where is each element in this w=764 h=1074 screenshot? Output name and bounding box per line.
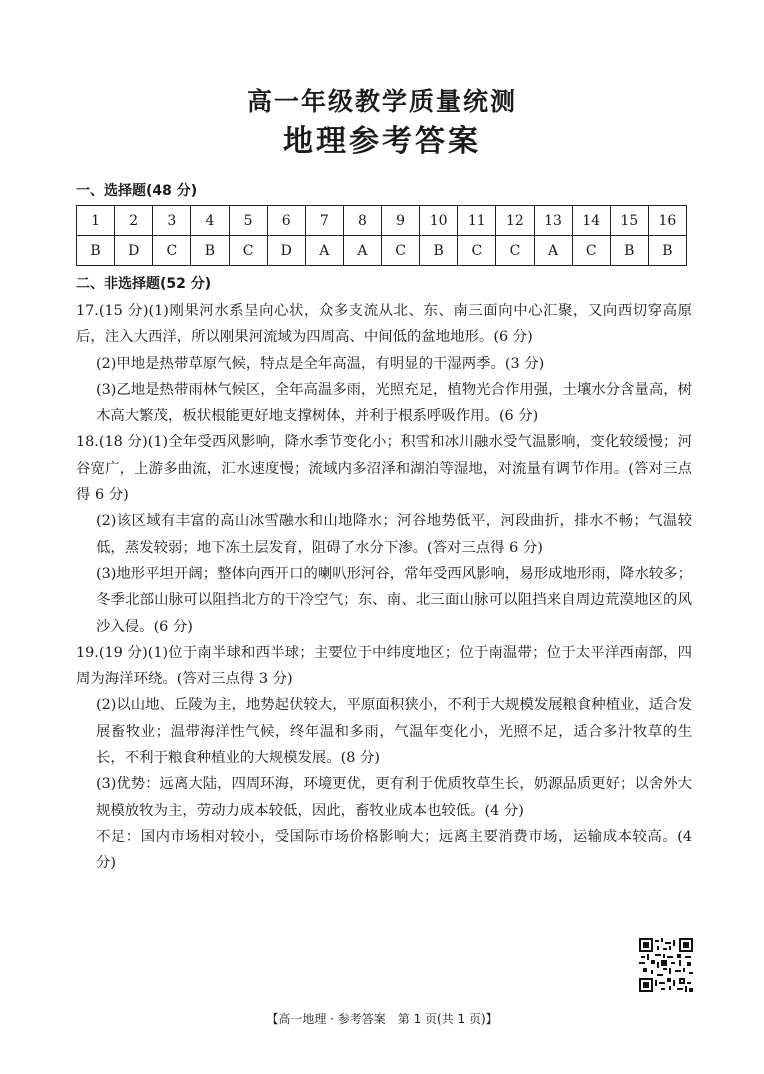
answer-table	[76, 205, 687, 266]
table-cell-number: 6	[267, 206, 305, 236]
page-footer: 【高一地理 · 参考答案 第 1 页(共 1 页)】	[266, 1012, 498, 1026]
table-cell-answer: C	[572, 236, 610, 266]
table-cell-number: 8	[343, 206, 381, 236]
qr-code-icon	[638, 937, 694, 993]
section1-heading: 一、选择题(48 分)	[76, 183, 198, 199]
section2-heading: 二、非选择题(52 分)	[76, 276, 212, 292]
table-cell-answer: A	[534, 236, 572, 266]
table-cell-number: 4	[191, 206, 229, 236]
q17-part2: (2)甲地是热带草原气候，特点是全年高温，有明显的干湿两季。(3 分)	[96, 355, 545, 372]
page-subtitle: 地理参考答案	[283, 124, 481, 159]
table-cell-answer: D	[267, 236, 305, 266]
table-cell-answer: B	[420, 236, 458, 266]
table-cell-answer: A	[343, 236, 381, 266]
q17-part1: 17.(15 分)(1)刚果河水系呈向心状，众多支流从北、东、南三面向中心汇聚，又向西切穿高原后，注入大西洋，所以刚果河流域为四周高、中间低的盆地地形。(6 分)	[76, 303, 692, 346]
table-cell-number: 12	[496, 206, 534, 236]
q18-part3: (3)地形平坦开阔；整体向西开口的喇叭形河谷，常年受西风影响，易形成地形雨，降水较多；冬季北部山脉可以阻挡北方的干冷空气；东、南、北三面山脉可以阻挡来自周边荒漠地区的风沙入侵。(6 分)	[96, 565, 693, 635]
table-cell-number: 5	[229, 206, 267, 236]
answer-table-answer-row	[77, 236, 687, 266]
table-cell-answer: B	[610, 236, 648, 266]
table-cell-answer: C	[458, 236, 496, 266]
table-cell-answer: B	[648, 236, 686, 266]
table-cell-number: 11	[458, 206, 496, 236]
table-cell-answer: B	[191, 236, 229, 266]
q19-part4: 不足：国内市场相对较小，受国际市场价格影响大；远离主要消费市场，运输成本较高。(4 分)	[96, 828, 692, 872]
table-cell-number: 1	[77, 206, 115, 236]
q19-part3: (3)优势：远离大陆，四周环海，环境更优，更有利于优质牧草生长，奶源品质更好；以舍外大规模放牧为主，劳动力成本较低，因此，畜牧业成本也较低。(4 分)	[96, 776, 693, 819]
table-cell-number: 15	[610, 206, 648, 236]
table-cell-answer: D	[115, 236, 153, 266]
table-cell-answer: C	[496, 236, 534, 266]
table-cell-number: 16	[648, 206, 686, 236]
table-cell-number: 10	[420, 206, 458, 236]
table-cell-number: 2	[115, 206, 153, 236]
answer-table-number-row	[77, 206, 687, 236]
q17-part3: (3)乙地是热带雨林气候区，全年高温多雨，光照充足，植物光合作用强，土壤水分含量高，树木高大繁茂，板状根能更好地支撑树体，并利于根系呼吸作用。(6 分)	[96, 381, 693, 425]
answer-body	[76, 298, 692, 877]
table-cell-answer: B	[77, 236, 115, 266]
table-cell-number: 14	[572, 206, 610, 236]
page-title: 高一年级教学质量统测	[246, 87, 517, 116]
table-cell-answer: A	[305, 236, 343, 266]
table-cell-number: 3	[153, 206, 191, 236]
table-cell-number: 7	[305, 206, 343, 236]
table-cell-answer: C	[229, 236, 267, 266]
q18-part1: 18.(18 分)(1)全年受西风影响，降水季节变化小；积雪和冰川融水受气温影响，变化较缓慢；河谷宽广，上游多曲流，汇水速度慢；流域内多沼泽和湖泊等湿地，对流量有调节作用。(答对三点得 6 分)	[76, 434, 692, 504]
q19-part2: (2)以山地、丘陵为主，地势起伏较大，平原面积狭小，不利于大规模发展粮食种植业，适合发展畜牧业；温带海洋性气候，终年温和多雨，气温年变化小，光照不足，适合多汁牧草的生长，不利于粮食种植业的大规模发展。(8 分)	[96, 697, 693, 767]
table-cell-answer: C	[382, 236, 420, 266]
table-cell-answer: C	[153, 236, 191, 266]
table-cell-number: 9	[382, 206, 420, 236]
table-cell-number: 13	[534, 206, 572, 236]
q19-part1: 19.(19 分)(1)位于南半球和西半球；主要位于中纬度地区；位于南温带；位于太平洋西南部，四周为海洋环绕。(答对三点得 3 分)	[76, 644, 692, 688]
q18-part2: (2)该区域有丰富的高山冰雪融水和山地降水；河谷地势低平，河段曲折，排水不畅；气温较低，蒸发较弱；地下冻土层发育，阻碍了水分下渗。(答对三点得 6 分)	[96, 513, 692, 556]
